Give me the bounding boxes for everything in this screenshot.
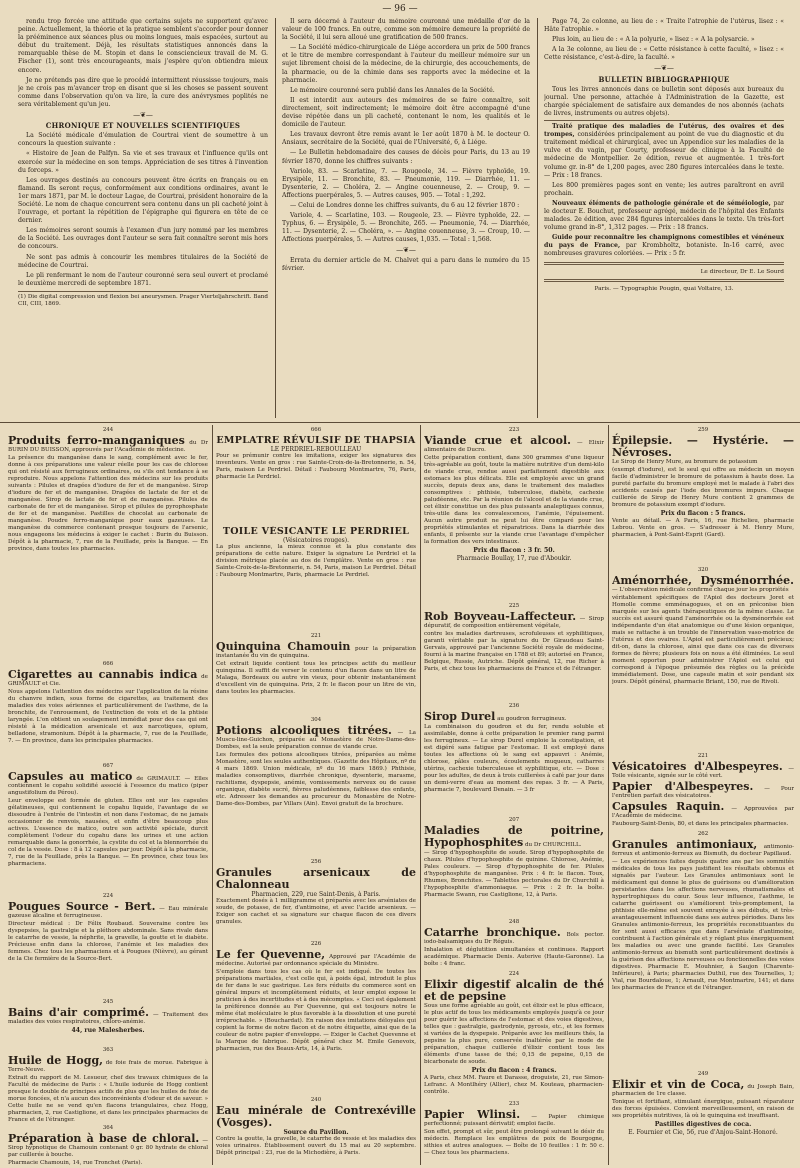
ad-heading: Elixir et vin de Coca, [612,1078,745,1091]
book-title: Nouveaux éléments de pathologie générale et de séméiologie, [552,199,771,207]
ad-number: 667 [102,763,114,769]
ad-number: 224 [508,971,520,977]
ad-text: Directeur médical : Dr Félix Roubaud. Souveraine contre les dyspepsies, la gastralgie et la pléthore abdominale. Sans rivale dans le catarrhe de vessie, la néphrite, la gravelle, la goutte et le diabète. Précieuse enfin dans la chlorose, l'anémie et les maladies des femmes. Chez tous les pharmaciens et à Pougues (Nièvre), au gérant de la Cie fermière de la Source-Bert. [8,921,208,962]
paragraph: « Histoire de Jean de Palfyn. Sa vie et ses travaux et l'influence qu'ils ont exercée sur la médecine en son temps. Appréciation de ses titres à l'invention du forceps. » [18,150,268,174]
advertisement [8,1046,208,1122]
ad-number: 244 [102,427,114,433]
book-text: considérées principalement au point de vue du diagnostic et du traitement médical et chirurgical, avec un Appendice sur les maladies de la vulve et du vagin, par Courty, professeur de clinique à la Faculté de médecine de Montpellier. 2e édition, revue et augmentée. 1 très-fort volume gr. in-8° de 1,200 pages, avec 280 figures intercalées dans le texte. — Prix : 18 francs. [544,131,784,179]
ad-text: Extrait du rapport de M. Lesueur, chef des travaux chimiques de la Faculté de médecine de Paris : « L'huile iodurée de Hogg contient presque le double de principes actifs de plus que les huiles de foie de morue foncées, et n'a aucun des inconvénients d'odeur et de saveur. » Cette huile ne se vend qu'en flacons triangulaires, chez Hogg, pharmacien, 2, rue Castiglione, et dans les principales pharmacies de France et de l'étranger. [8,1075,208,1122]
ad-text: La présence du manganèse dans le sang, complément avec le fer, donne à ces préparations une valeur réelle pour les cas de chlorose qui ont résisté aux ferrugineux ordinaires, ou s'ils ont tendance à se reproduire. Nous appelons l'attention des médecins sur les produits suivants : Pilules et dragées d'iodure de fer et de manganèse. Sirop d'iodure de fer et de manganèse. Dragées de lactate de fer et de manganèse. Sirop de lactate de fer et de manganèse. Pilules de carbonate de fer et de manganèse. Sirop et pilules de pyrophosphate de fer et de manganèse. Pastilles de chocolat au carbonate de manganèse. Poudre ferro-manganique pour eaux gazeuses. Le manganèse du commerce contenant presque toujours de l'arsenic, nous engageons les médecins à exiger le cachet : Burin du Buisson. Dépôt à la pharmacie, 7, rue de la Feuillade, près la Banque. — En province, dans toutes les pharmacies. [8,455,208,552]
bulletin-title: BULLETIN BIBLIOGRAPHIQUE [598,74,730,84]
ad-text: (exempt d'iodure), est le seul qui offre au médecin un moyen facile d'administrer le bromure de potassium à haute dose. La pureté parfaite du bromure employé met le malade à l'abri des accidents causés par l'iode des bromures impurs. Chaque cuillerée de Sirop de Henry Mure contient 2 grammes de bromure de potassium exempt d'iodure. [612,467,794,508]
column-3 [544,18,784,418]
advertisement [612,1070,794,1166]
ad-text: Son effet, prompt et sûr, peut être prolongé suivant le désir du médecin. Remplace les emplâtres de poix de Bourgogne, sithies et autres analogues. — Boîte de 10 feuilles : 1 fr. 50 c. — Chez tous les pharmaciens. [424,1129,604,1156]
column-2 [282,18,530,418]
footnote: (1) Die digital compression und flexion bei aneurysmen. Prager Vierteljahrschrift. Band CII, CIII, 1869. [18,291,268,308]
column-1 [18,18,268,418]
ad-byline: — Sirop dépuratif, de composition entièrement végétale, [424,616,604,629]
ad-byline: du Dr BURIN DU BUISSON, approuvés par l'Académie de médecine. [8,440,208,453]
ad-text: contre les maladies dartreuses, scrofuleuses et syphilitiques, garanti véritable par la signature du Dr Giraudeau Saint-Gervais, approuvé par l'ancienne Société royale de médecine, fourni à la marine française en 1788 et 89; autorisé en France, Belgique, Russie, Autriche. Dépôt général, 12, rue Richer à Paris, et chez tous les pharmaciens de France et de l'étranger. [424,631,604,672]
ad-text: véritablement spécifiques de l'Apiol des docteurs Joret et Homolle comme emménagogues, et on en préconise bien marquée sur les agents thérapeutiques de la même classe. Le succès est assuré quand l'aménorrhée ou la dysménorrhée est indépendante d'un état anatomique ou d'une lésion organique, mais se rattache à un trouble de l'innervation vaso-motrice de l'utérus et des ovaires. L'Apiol est particulièrement précieux; dit-on, dans la chlorose, ainsi que dans ces cas de diverses formes de fièvre; plusieurs fois on nous a été éliminées. Le seul moment opportun pour administrer l'Apiol est celui qui correspond à l'époque présumée des règles ou la précède immédiatement. Dose, une capsule matin et soir pendant six jours. Dépôt général, pharmacie Briant, 150, rue de Rivoli. [612,595,794,685]
ad-byline: du Dr CHURCHILL. [524,842,582,848]
correction: A la 3e colonne, au lieu de : « Cette résistance à cette faculté, » lisez : « Cette résistance, c'est-à-dire, la faculté. » [544,46,784,62]
ad-heading-line [612,761,794,780]
ad-heading-line [612,781,794,800]
advertisement [424,816,604,916]
book-note: Les 800 premières pages sont en vente; les autres paraîtront en avril prochain. [544,181,784,197]
ad-heading-line [216,725,416,751]
ad-heading-line [8,771,208,797]
ad-byline: — Papier chimique perfectionné; puissant dérivatif; emploi facile. [424,1114,604,1127]
ad-byline: antimonio-ferreux et antimonio-ferreux au Bismuth, du docteur Papillaud. [612,844,794,857]
ad-byline: de GRIMAULT et Cie. [8,674,208,687]
ad-subheading: LE PERDRIEL-REBOULLEAU [270,446,362,453]
ad-heading-line [424,611,604,630]
ad-heading: Viande crue et alcool. [424,434,571,447]
ad-byline: — Pour l'entretien parfait des vésicatoires. [612,786,794,799]
advertisement [216,858,416,938]
advertisement [424,970,604,1098]
paragraph: Je ne prétends pas dire que le procédé intermittent réussisse toujours, mais je ne crois pas m'avancer trop en disant que si les choses se passent souvent comme dans l'observation qu'on va lire, la cure des anévrysmes poplités ne sera véritablement qu'un jeu. [18,76,268,108]
ad-number: 248 [508,919,520,925]
ad-heading: Papier Wlinsi. [424,1108,521,1121]
correction: Page 74, 2e colonne, au lieu de : « Traite l'atrophie de l'utérus, lisez : « Hâte l'atrophie. » [544,18,784,34]
ad-text: Tonique et fortifiant, stimulant énergique, puissant réparateur des forces épuisées. Convient merveilleusement, en raison de ses propriétés nutritives, là où le quinquina est insuffisant. [612,1099,794,1119]
paragraph: Les mémoires seront soumis à l'examen d'un jury nommé par les membres de la Société. Les ouvrages dont l'auteur se sera fait connaître seront mis hors de concours. [18,227,268,251]
ad-byline: de foie frais de morue. Fabrique à Terre-Neuve. [8,1060,208,1073]
ad-heading: Pougues Source - Bert. [8,900,156,913]
advertisement [424,702,604,814]
ad-number: 364 [102,1125,114,1131]
ad-heading-line [424,1109,604,1128]
ad-text: Leur enveloppe est formée de gluten. Elles ont sur les capsules gélatineuses, qui contiennent le copahu liquide, l'avantage de se dissoudre à l'entrée de l'intestin et non dans l'estomac, de ne jamais occasionner de renvois, nausées, et enfin d'être beaucoup plus actives. L'essence de matico, outre son activité spéciale, durcit complètement l'odeur du copahu dans les urines et une action remarquable dans la gonorrhée, la cystite du col et la blennorrhée du col de la vessie. Dose : 8 à 12 capsules par jour. Dépôt à la pharmacie, 7, rue de la Feuillade, près la Banque. — En province, chez tous les pharmaciens. [8,798,208,867]
ad-text: Pharmacie Chamouin, 14, rue Tronchet (Paris). [8,1160,143,1166]
ad-heading: Sirop Durel [424,710,496,723]
paragraph: Il sera décerné à l'auteur du mémoire couronné une médaille d'or de la valeur de 100 francs. En outre, comme son mémoire demeure la propriété de la Société, il lui sera alloué une gratification de 500 francs. [282,18,530,42]
paragraph: La Société médicale d'émulation de Courtrai vient de soumettre à un concours la question suivante : [18,132,268,148]
ad-heading: Bains d'air comprimé. [8,1006,149,1019]
ad-heading-line [612,575,794,594]
ad-heading: Papier d'Albespeyres. [612,780,754,793]
ad-text: La combinaison du goudron et du fer, rendu soluble et assimilable, donne à cette préparation le premier rang parmi les ferrugineux. — Le sirop Durel emploie la constipation, et est digéré sans fatigue par l'estomac. Il est employé dans toutes les affections où le sang est appauvri : Anémie, chlorose, pâles couleurs, écoulements muqueux, catharres utérins, cachexie tuberculeuse et syphilitique, etc. — Dose : pour les adultes, de deux à trois cuillerées à café par jour dans un demi-verre d'eau au moment des repas. 3 fr. — A Paris, pharmacie 7, boulevard Denain. — 3 fr [424,724,604,793]
section-title: CHRONIQUE ET NOUVELLES SCIENTIFIQUES [45,121,241,131]
book-title: Guide pour reconnaître les champignons comestibles et vénéneux du pays de France, [544,234,784,250]
ad-address: Vente au détail. — A Paris, 16, rue Richelieu, pharmacie Lebrou. Vente en gros. — S'adresser à M. Henry Mure, pharmacien, à Pont-Saint-Esprit (Gard). [612,518,794,538]
ad-byline: — Approuvées par l'Académie de médecine. [612,806,794,819]
ad-text: Faubourg-Saint-Denis, 80, et dans les principales pharmacies. [612,821,789,827]
ad-heading-line [8,901,208,920]
ad-byline: — L'observation médicale confirme chaque jour les propriétés [612,587,789,593]
director-line: Le directeur, Dr E. Le Sourd [700,268,784,275]
ornament: —❦— [396,246,416,255]
advertisement [216,426,416,524]
ad-byline: — Elixir alimentaire de Ducro. [424,440,604,453]
ad-heading-line [424,825,604,849]
ad-text: Nous appelons l'attention des médecins sur l'application de la résine du chanvre indien, sous forme de cigarettes, au traitement des maladies des voies aériennes et particulièrement de l'asthme, de la bronchite, de l'enrouement, de l'extinction de voix et de la phtisie laryngée. L'on obtient un soulagement immédiat pour des cas qui ont résisté à la médication arsenicale et aux narcotiques, opium, belladone, stramonium. Dépôt à la pharmacie, 7, rue de la Feuillade, 7. — En province, dans les principales pharmacies. [8,689,208,744]
ad-text: Les formules des potions alcooliques titrées, préparées au même Monastère, sont les seules authentiques. (Gazette des Hôpitaux, nº du 4 mars 1869. Union médicale, nº du 16 mars 1869.) Phthisie, maladies consomptives, diarrhée chronique, dysenterie, marasme, rachitisme, dyspepsie, anémie, vomissements nerveux ou de cause organique, diabète sucré, fièvres paludéennes, faiblesse des enfants, etc. Adresser les demandes au procureur du Monastère de Notre-Dame-des-Dombes, par Villars (Ain). Envoi gratuit de la brochure. [216,752,416,807]
ad-product: Pastilles digestives de coca. [654,1121,752,1128]
column-rule [608,425,609,1165]
ad-text: S'emploie dans tous les cas où le fer est indiqué. De toutes les préparations martiales, c'est celle qui, à poids égal, introduit le plus de fer dans le suc gastrique. Les fers réduits du commerce sont en général impurs et incomplètement réduits, et leur emploi expose le praticien à des incertitudes et à des mécomptes. « Ceci est également la préférence donnée au Fer Quevenne, qui est toujours notre le même état moléculaire le plus favorable à la dissolution et une pureté irréprochable. » (Bouchardat). En raison des imitations déloyales qui copient la forme de notre flacon et de notre étiquette, ainsi que de la couleur de notre papier d'enveloppe. — Exiger le Cachet Quevenne et la Marque de fabrique. Dépôt général chez M. Emile Genevoix, pharmacien, rue des Beaux-Arts, 14, à Paris. [216,969,416,1052]
ad-number: 224 [102,893,114,899]
ad-byline: du Joseph Bain, pharmacien de 1re classe. [612,1084,794,1097]
advertisement [8,892,208,996]
book-text: par Krombholtz, botaniste. In-16 carré, avec nombreuses gravures coloriées. — Prix : 5 fr. [544,242,784,258]
ad-text: Cet extrait liquide contient tous les principes actifs du meilleur quinquina. Il suffit de verser le contenu d'un flacon dans un litre de Malaga, Bordeaux ou autre vin vieux, pour obtenir instantanément d'excellent vin de quinquina. Prix, 2 fr. le flacon pour un litre de vin, dans toutes les pharmacies. [216,661,416,695]
ad-heading: Maladies de poitrine, Hypophosphites [424,824,604,849]
ad-text: Pour se prémunir contre les imitations, exiger les signatures des inventeurs. Vente en gros : rue Sainte-Croix-de-la-Bretonnerie, n. 54, Paris, maison Le Perdriel. Détail : Faubourg Montmartre, 76, Paris, pharmacie Le Perdriel. [216,453,416,480]
ad-text: — Sirop d'hypophosphite de soude. Sirop d'hypophosphite de chaux. Pilules d'hypophosphite de quinine. Chlorose, Anémie, Pales couleurs. — Sirop d'hypophosphite de fer. Pilules d'hypophosphite de manganèse. Prix : 4 fr. le flacon. Toux, Rhumes, Bronchites. — Tablettes pectorales du Dr Churchill à l'hypophosphite d'ammoniaque. — Prix : 2 fr. la boîte. Pharmacie Swann, rue Castiglione, 12, à Paris. [424,850,604,898]
book-title: Traité pratique des maladies de l'utérus, des ovaires et des trompes, [544,123,784,139]
ad-heading: Elixir digestif alcalin de thé et de pepsine [424,978,604,1003]
column-rule [537,18,538,418]
ad-heading: Le fer Quevenne, [216,948,326,961]
ad-number: 304 [310,717,322,723]
ad-heading-line [8,1007,208,1026]
ad-heading: Catarrhe bronchique. [424,926,561,939]
ad-heading-line [8,1055,208,1074]
advertisement [8,660,208,760]
ad-heading-line [216,641,416,660]
advertisement [216,526,416,630]
ad-heading-line [612,839,794,858]
ad-heading-line [612,1079,794,1098]
ad-heading-line [8,669,208,688]
ad-address: 44, rue Malesherbes. [71,1027,145,1034]
ad-heading: EMPLATRE RÉVULSIF DE THAPSIA [216,435,416,446]
ad-heading: Granules arsenicaux de Chalonneau [216,866,416,891]
ad-number: 221 [310,633,322,639]
ad-subheading: Pharmacien, 229, rue Saint-Denis, à Paris. [251,891,381,898]
advertisement [8,1124,208,1166]
divider [544,120,784,121]
ad-text: — Les expériences faites depuis quatre ans par les sommités médicales de tous les pays justifient les résultats obtenus et signalés par l'auteur. Les Granules antimoniaux sont le médicament qui donne le plus de guérisons ou d'amélioration persistantes dans les affections nerveuses, rhumatismales et hypertrophiques du cœur. Sous leur influence, l'asthme, le catarrhe guérissent ou s'améliorent très-promptement, la phthisie elle-même est souvent enrayée à ses débuts, et très-avantageusement influencée dans ses autres périodes. Dans les Granules antimonio-ferreux, les propriétés reconstituantes du fer sont aussi efficaces que dans l'arséniate d'antimoine, contribuent à l'action générale et y réglant plus énergiquement les maladies ou avec une grande facilité. Les Granules antimonio-ferreux au bismuth sont particulièrement destinés à la guérison des affections nerveuses ou fonctionnelles des voies digestives. Pharmacie E. Mouhnier, à Saujon (Charente-Inférieure), à Paris; pharmacies Duthil, rue des Tournelles, 1; Vial, rue Bourdaloue, 1; Arnault, rue Montmartre, 141; et dans les pharmacies de France et de l'étranger. [612,859,794,991]
advertisement [8,762,208,890]
ad-number: 666 [102,661,114,667]
paragraph: Les ouvrages destinés au concours peuvent être écrits en français ou en flamand. Ils seront reçus, conformément aux conditions ordinaires, avant le 1er mars 1871, par M. le docteur Lagae, de Courtrai, président honoraire de la Société. Le nom de chaque concurrent sera contenu dans un pli cacheté joint à l'ouvrage, et portant la répétition de l'épigraphe qui figurera en tête de ce dernier. [18,176,268,225]
ad-number: 233 [508,1101,520,1107]
advertisement [612,426,794,564]
ad-number: 320 [697,567,709,573]
advertisement [216,940,416,1094]
ad-heading: Aménorrhée, Dysménorrhée. [612,574,794,587]
advertisement [8,998,208,1044]
ad-number: 236 [508,703,520,709]
ad-heading: Eau minérale de Contrexéville (Vosges). [216,1104,416,1129]
advertisement [424,918,604,968]
ad-address: Pharmacie Boullay, 17, rue d'Aboukir. [456,555,572,562]
paragraph: — Celui de Londres donne les chiffres suivants, du 6 au 12 février 1870 : [290,201,520,209]
ad-heading: Rob Boyveau-Laffecteur. [424,610,577,623]
ad-byline: — Traitement des maladies des voies respiratoires, chloro-anémie. [8,1012,208,1025]
ad-byline: de GRIMAULT. — Elles contiennent le copahu solidifié associé à l'essence du matico (piper angustifolium du Pérou). [8,776,208,796]
ad-byline: Approuvé par l'Académie de médecine. Autorisé par ordonnance spéciale du Ministre. [216,954,416,967]
ad-byline: pour la préparation instantanée du vin de quinquina. [216,646,416,659]
ornament: —❦— [654,64,674,73]
ad-number: 226 [310,941,322,947]
column-rule [275,18,276,418]
ad-number: 240 [310,1097,322,1103]
advertisement [424,1100,604,1166]
ad-heading-line [8,435,208,454]
ad-heading: Cigarettes au cannabis indica [8,668,198,681]
ad-number: 245 [102,999,114,1005]
advertisement [424,602,604,700]
ad-byline: — Eau minérale gazeuse alcaline et ferrugineuse. [8,906,208,919]
advertisement [424,426,604,600]
divider [544,262,784,265]
book-text: par le docteur E. Bouchut, professeur agrégé, médecin de l'hôpital des Enfants malades. 2e édition, avec 284 figures intercalées dans le texte. Un très-fort volume grand in-8°, 1,312 pages. — Prix : 18 francs. [544,199,784,232]
ad-byline: Bols pector. iodo-balsamiques du Dr Réguis. [424,932,604,945]
ad-heading-line [612,801,794,820]
ad-number: 223 [508,427,520,433]
paragraph: Variole, 4. — Scarlatine, 103. — Rougeole, 23. — Fièvre typhoïde, 22. — Typhus, 6. — Érysipèle, 5. — Bronchite, 265. — Pneumonie, 74. — Diarrhée, 11. — Dysenterie, 2. — Choléra, ». — Angine couenneuse, 3. — Croup, 10. — Affections puerpérales, 5. — Autres causes, 1,035. — Total : 1,568. [282,212,530,244]
ad-text: Sous une forme agréable au goût, cet élixir est le plus efficace, le plus actif de tous les médicaments employés jusqu'à ce jour pour guérir les affections de l'estomac et des voies digestives, telles que : gastralgie, gastrodynie, pyrosis, etc., et les formes si variées de la dyspepsie. Préparée avec les meilleurs thés, la pepsine la plus pure, conservée inaltérée par le mode de préparation, chaque cuillerée d'élixir contient tous les éléments d'une tasse de thé; 0,15 de pepsine, 0,15 de bicarbonate de soude. [424,1003,604,1065]
ornament: —❦— [133,111,153,120]
ad-subheading: Source du Pavillon. [283,1129,349,1136]
ad-byline: — La Muscu-line-Guichon, préparée au Monastère de Notre-Dame-des-Dombes, est la seule préparation connue de viande crue. [216,730,416,750]
page-number: — 96 — [382,4,418,14]
advertisement [216,1096,416,1166]
ad-number: 666 [310,427,322,433]
ad-heading-line [424,435,604,454]
ad-number: 262 [697,831,709,837]
ad-heading-line [424,711,604,723]
paragraph: Variole, 83. — Scarlatine, 7. — Rougeole, 34. — Fièvre typhoïde, 19. Erysipèle, 11. — Bronchite, 83. — Pneumonie, 119. — Diarrhée, 11. — Dysenterie, 2. — Choléra, 2. — Angine couenneuse, 2. — Croup, 9. — Affections puerpérales, 5. — Autres causes, 905. — Total : 1,292. [282,167,530,199]
ad-price: Prix du flacon : 3 fr. 50. [473,547,555,554]
ad-text: Contre la goutte, la gravelle, le catarrhe de vessie et les maladies des voies urinaires. Établissement ouvert du 15 mai au 20 septembre. Dépôt principal : 23, rue de la Michodière, à Paris. [216,1136,416,1156]
ad-price: Prix du flacon : 5 francs. [660,510,746,517]
ad-text: La plus ancienne, la mieux connue et la plus constante des préparations de cette nature. Exiger la signature Le Perdriel et la division métrique placée au dos de l'emplâtre. Vente en gros : rue Sainte-Croix-de-la-Bretonnerie, n. 54, Paris, maison Le Perdriel. Détail : Faubourg Montmartre, Paris, pharmacie Le Perdriel. [216,544,416,578]
advertisement [612,830,794,1068]
ad-heading: TOILE VÉSICANTE LE PERDRIEL [222,526,410,537]
ad-heading: Produits ferro-manganiques [8,434,185,447]
advertisement [8,426,208,658]
ad-heading: Huile de Hogg, [8,1054,103,1067]
paragraph: Les travaux devront être remis avant le 1er août 1870 à M. le docteur O. Ansiaux, secrétaire de la Société, quai de l'Université, 6, à Liége. [282,131,530,147]
ad-number: 221 [697,753,709,759]
ad-subheading: (Vésicatoires rouges). [282,537,350,544]
paragraph: Le pli renfermant le nom de l'auteur couronné sera seul ouvert et proclamé le deuxième mercredi de septembre 1871. [18,271,268,287]
ad-text: Inhalation et déglutition simultanées et continues. Rapport académique. Pharmacie Denis. Auterive (Haute-Garonne). La boîte : 4 franc. [424,947,604,967]
ad-number: 259 [697,427,709,433]
intro-paragraph: rendu trop forcée une attitude que certains sujets ne supportent qu'avec peine. Actuellement, la théorie et la pratique semblent s'accorder pour donner la prééminence aux séances plus ou moins longues, mais espacées, surtout au début du traitement. Déjà, les résultats statistiques annoncés dans la remarquable thèse de M. Stopin et dans le consciencieux travail de M. G. Fischer (1), sont très encourageants, mais j'espère qu'on obtiendra mieux encore. [18,18,268,74]
ad-address: E. Fournier et Cie, 56, rue d'Anjou-Saint-Honoré. [628,1129,778,1136]
advertisement [216,632,416,714]
ad-heading: Capsules Raquin. [612,800,725,813]
ad-byline: Le Sirop de Henry Mure, au bromure de potassium [612,459,758,465]
ad-price: Prix du flacon : 4 francs. [471,1067,557,1074]
book-entry [544,200,784,232]
bulletin-intro: Tous les livres annoncés dans ce bulletin sont déposés aux bureaux du journal. Une personne, attachée à l'Administration de la Gazette, est chargée spécialement de satisfaire aux demandes de nos abonnés (achats de livres, instruments ou autres objets). [544,85,784,117]
paragraph: Ne sont pas admis à concourir les membres titulaires de la Société de médecine de Courtrai. [18,253,268,269]
ad-text: Cette préparation contient, dans 300 grammes d'une liqueur très-agréable au goût, toute la matière nutritive d'un demi-kilo de viande crue, rendue aussi parfaitement digestible aux estomacs les plus délicats. Elle est employée avec un grand succès, depuis deux ans, dans le traitement des maladies consomptives : phthisie, tuberculose, diabète, cachexie paludéenne, etc. Par la réunion de l'alcool et de la viande crue, cet élixir constitue un des plus puissants analeptiques connus, très-utile dans les convalescences, l'anémie, l'épuisement. Aucun autre produit ne peut lui être comparé pour les propriétés stimulantes et réparatrices. Dans la diarrhée des enfants, il présente sur la viande crue l'avantage d'empêcher la formation des vers intestinaux. [424,455,604,545]
ad-heading: Granules antimoniaux, [612,838,758,851]
paragraph: — Le Bulletin hebdomadaire des causes de décès pour Paris, du 13 au 19 février 1870, donne les chiffres suivants : [282,149,530,165]
ad-number: 225 [508,603,520,609]
ad-number: 256 [310,859,322,865]
ad-heading-line [216,949,416,968]
book-entry [544,123,784,180]
paragraph: — La Société médico-chirurgicale de Liége accordera un prix de 500 francs et le titre de membre correspondant à l'auteur du meilleur mémoire sur un sujet librement choisi de la médecine, de la chirurgie, des accouchements, de la pharmacie, ou de la chimie dans ses rapports avec la médecine et la pharmacie. [282,44,530,84]
ad-byline: — Sirop hypnotique de Chamouin contenant 0 gr. 80 hydrate de chloral par cuillerée à bouche. [8,1138,208,1158]
book-entry [544,234,784,258]
ad-heading: Vésicatoires d'Albespeyres. [612,760,783,773]
ad-heading: Quinquina Chamouin [216,640,351,653]
ad-heading: Potions alcooliques titrées. [216,724,392,737]
ad-number: 363 [102,1047,114,1053]
paragraph: Il est interdit aux auteurs des mémoires de se faire connaître, soit directement, soit indirectement; le mémoire doit être accompagné d'une devise répétée dans un pli cacheté, contenant le nom, les qualités et le domicile de l'auteur. [282,96,530,129]
ad-byline: — Toile vésicante, signée sur le côté vert. [612,766,794,779]
ad-heading: Épilepsie. — Hystérie. — Névroses. [612,434,794,459]
ad-heading-line [424,927,604,946]
column-rule [212,425,213,1165]
erratum: Errata du dernier article de M. Chalvet qui a paru dans le numéro du 15 février. [282,256,530,272]
section-rule [0,422,800,423]
printer-line: Paris. — Typographie Pougin, quai Voltaire, 13. [594,285,734,292]
correction: Plus loin, au lieu de : « A la polyurie, » lisez : « A la polysarcie. » [552,36,755,44]
ad-number: 207 [508,817,520,823]
paragraph: Le mémoire couronné sera publié dans les Annales de la Société. [290,86,495,94]
advertisement [612,752,794,828]
ad-heading-line [8,1133,208,1159]
ad-address: A Paris, chez MM. Faure et Darasse, droguiste, 21, rue Simon-Lefranc. A Montlhéry (Allier), chez M. Kouteau, pharmacien-contrôle. [424,1075,604,1095]
ad-byline: au goudron ferrugineux. [497,716,567,722]
advertisement [216,716,416,856]
ad-heading: Préparation à base de chloral. [8,1132,200,1145]
ad-number: 249 [697,1071,709,1077]
ad-text: Exactement dosés à 1 milligramme et préparés avec les arséniates de soude, de potasse, de fer, d'antimoine, et avec l'acide arsenieux. — Exiger son cachet et sa signature sur chaque flacon de ces divers granules. [216,898,416,925]
column-rule [420,425,421,1165]
divider [544,279,784,282]
advertisement [612,566,794,750]
ad-heading: Capsules au matico [8,770,133,783]
